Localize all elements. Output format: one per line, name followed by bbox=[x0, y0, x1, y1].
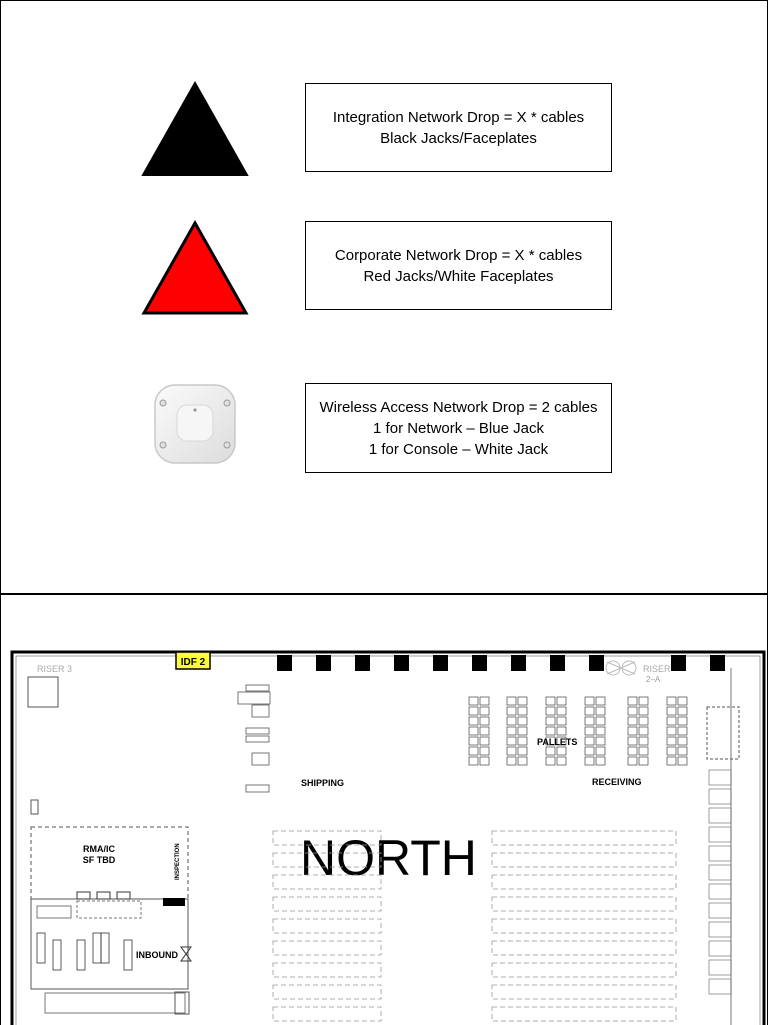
staging-lane bbox=[492, 941, 676, 955]
inbound-station bbox=[77, 940, 85, 970]
equipment-label-box bbox=[709, 865, 731, 880]
pallet-slot bbox=[628, 707, 637, 715]
legend-corporate-line1: Corporate Network Drop = X * cables bbox=[334, 246, 583, 264]
pallet-slot bbox=[557, 727, 566, 735]
pallet-slot bbox=[480, 747, 489, 755]
dock-door bbox=[550, 655, 565, 671]
pallet-slot bbox=[546, 717, 555, 725]
equipment-label-box bbox=[709, 979, 731, 994]
dock-door bbox=[671, 655, 686, 671]
inbound-label: INBOUND bbox=[136, 950, 178, 960]
staging-lane bbox=[492, 897, 676, 911]
equipment-label-box bbox=[709, 884, 731, 899]
pallet-slot bbox=[557, 757, 566, 765]
pallet-slot bbox=[469, 747, 478, 755]
legend-item-corporate bbox=[305, 221, 612, 310]
rma-label-line1: RMA/IC bbox=[83, 844, 115, 854]
pallet-slot bbox=[557, 697, 566, 705]
pallet-racks bbox=[469, 697, 687, 765]
pallet-slot bbox=[639, 697, 648, 705]
dock-door bbox=[316, 655, 331, 671]
pallet-slot bbox=[469, 697, 478, 705]
pallet-slot bbox=[667, 727, 676, 735]
pallet-slot bbox=[469, 717, 478, 725]
staging-lane bbox=[492, 831, 676, 845]
staging-lane bbox=[492, 985, 676, 999]
pallet-slot bbox=[585, 747, 594, 755]
inbound-station bbox=[124, 940, 132, 970]
pallet-slot bbox=[628, 717, 637, 725]
staging-lane bbox=[273, 897, 381, 911]
pallet-slot bbox=[585, 757, 594, 765]
pallet-slot bbox=[469, 737, 478, 745]
pallet-slot bbox=[667, 707, 676, 715]
pallet-slot bbox=[507, 717, 516, 725]
pallet-slot bbox=[507, 737, 516, 745]
pallet-slot bbox=[585, 707, 594, 715]
pallet-slot bbox=[546, 697, 555, 705]
equipment-label-box bbox=[709, 960, 731, 975]
pallet-slot bbox=[628, 697, 637, 705]
north-label: NORTH bbox=[300, 830, 477, 886]
floorplan-panel bbox=[0, 594, 768, 1025]
staging-lane bbox=[273, 1007, 381, 1021]
wireless-access-point-icon bbox=[153, 383, 237, 465]
pallet-slot bbox=[480, 727, 489, 735]
pallet-slot bbox=[667, 757, 676, 765]
pallet-slot bbox=[507, 697, 516, 705]
equipment-label-box bbox=[709, 922, 731, 937]
inspection-label: INSPECTION bbox=[175, 843, 181, 880]
pallet-slot bbox=[546, 727, 555, 735]
pallet-slot bbox=[480, 757, 489, 765]
legend-wireless-line3: 1 for Console – White Jack bbox=[368, 440, 549, 458]
pallet-slot bbox=[518, 717, 527, 725]
pallet-slot bbox=[667, 717, 676, 725]
pallet-slot bbox=[596, 737, 605, 745]
staging-lane bbox=[492, 875, 676, 889]
staging-lane bbox=[492, 1007, 676, 1021]
pallet-slot bbox=[639, 737, 648, 745]
pallet-slot bbox=[585, 727, 594, 735]
pallet-slot bbox=[667, 737, 676, 745]
staging-lane bbox=[492, 853, 676, 867]
equipment-label-box bbox=[709, 808, 731, 823]
pallet-slot bbox=[507, 747, 516, 755]
legend-item-integration bbox=[305, 83, 612, 172]
pallet-slot bbox=[678, 737, 687, 745]
dock-door bbox=[355, 655, 370, 671]
floorplan-drawing bbox=[1, 595, 767, 1025]
rma-label-line2: SF TBD bbox=[82, 855, 116, 865]
legend-wireless-line2: 1 for Network – Blue Jack bbox=[373, 419, 544, 437]
pallet-slot bbox=[678, 707, 687, 715]
equipment-label-box bbox=[709, 770, 731, 785]
dock-door bbox=[472, 655, 487, 671]
receiving-label: RECEIVING bbox=[592, 777, 642, 787]
pallets-label: PALLETS bbox=[537, 737, 578, 747]
pallet-slot bbox=[546, 707, 555, 715]
pallet-slot bbox=[678, 757, 687, 765]
legend-corporate-line2: Red Jacks/White Faceplates bbox=[363, 267, 554, 285]
pallet-slot bbox=[667, 747, 676, 755]
dock-door bbox=[589, 655, 604, 671]
pallet-slot bbox=[596, 717, 605, 725]
pallet-slot bbox=[639, 757, 648, 765]
pallet-slot bbox=[585, 697, 594, 705]
dock-door bbox=[277, 655, 292, 671]
staging-lane bbox=[273, 941, 381, 955]
pallet-slot bbox=[557, 747, 566, 755]
pallet-slot bbox=[639, 727, 648, 735]
legend-wireless-line1: Wireless Access Network Drop = 2 cables bbox=[319, 398, 598, 416]
right-equipment-strip bbox=[709, 770, 731, 994]
staging-lane bbox=[273, 919, 381, 933]
red-triangle-icon bbox=[141, 220, 249, 316]
pallet-slot bbox=[507, 727, 516, 735]
riser-right-sub-label: 2–A bbox=[646, 675, 661, 684]
pallet-slot bbox=[678, 697, 687, 705]
pallet-slot bbox=[678, 747, 687, 755]
pallet-slot bbox=[639, 707, 648, 715]
pallet-slot bbox=[469, 707, 478, 715]
equipment-label-box bbox=[709, 903, 731, 918]
staging-lane bbox=[273, 963, 381, 977]
dock-door bbox=[394, 655, 409, 671]
idf-label: IDF 2 bbox=[180, 657, 206, 668]
pallet-slot bbox=[585, 737, 594, 745]
pallet-slot bbox=[469, 757, 478, 765]
equipment-label-box bbox=[709, 789, 731, 804]
pallet-slot bbox=[480, 717, 489, 725]
shipping-stations bbox=[238, 685, 270, 792]
pallet-slot bbox=[546, 757, 555, 765]
inbound-station bbox=[37, 933, 45, 963]
equipment-label-box bbox=[709, 846, 731, 861]
pallet-slot bbox=[518, 727, 527, 735]
legend-item-wireless bbox=[305, 383, 612, 473]
equipment-label-box bbox=[709, 941, 731, 956]
inbound-area bbox=[31, 899, 188, 989]
inbound-station bbox=[93, 933, 101, 963]
equipment-label-box bbox=[709, 827, 731, 842]
pallet-slot bbox=[518, 757, 527, 765]
staging-lane bbox=[492, 919, 676, 933]
legend-integration-line2: Black Jacks/Faceplates bbox=[380, 129, 537, 147]
pallet-slot bbox=[469, 727, 478, 735]
pallet-slot bbox=[480, 707, 489, 715]
dock-door bbox=[710, 655, 725, 671]
staging-lane bbox=[273, 985, 381, 999]
pallet-slot bbox=[628, 747, 637, 755]
pallet-slot bbox=[596, 747, 605, 755]
riser-right-label: RISER bbox=[643, 664, 671, 674]
inbound-station bbox=[101, 933, 109, 963]
pallet-slot bbox=[628, 737, 637, 745]
legend-integration-line1: Integration Network Drop = X * cables bbox=[332, 108, 585, 126]
pallet-slot bbox=[678, 717, 687, 725]
riser-left-label: RISER 3 bbox=[37, 664, 73, 674]
pallet-slot bbox=[546, 747, 555, 755]
inbound-stations bbox=[37, 933, 132, 970]
dock-door bbox=[433, 655, 448, 671]
pallet-slot bbox=[480, 697, 489, 705]
pallet-slot bbox=[518, 697, 527, 705]
pallet-slot bbox=[639, 717, 648, 725]
pallet-slot bbox=[678, 727, 687, 735]
pallet-slot bbox=[507, 707, 516, 715]
pallet-slot bbox=[628, 727, 637, 735]
staging-lane bbox=[492, 963, 676, 977]
pallet-slot bbox=[639, 747, 648, 755]
pallet-slot bbox=[596, 727, 605, 735]
pallet-slot bbox=[557, 717, 566, 725]
pallet-slot bbox=[596, 697, 605, 705]
dock-door bbox=[511, 655, 526, 671]
pallet-slot bbox=[480, 737, 489, 745]
pallet-slot bbox=[518, 747, 527, 755]
pallet-slot bbox=[628, 757, 637, 765]
inbound-station bbox=[53, 940, 61, 970]
pallet-slot bbox=[557, 707, 566, 715]
black-triangle-icon bbox=[141, 81, 249, 177]
pallet-slot bbox=[667, 697, 676, 705]
pallet-slot bbox=[518, 707, 527, 715]
pallet-slot bbox=[518, 737, 527, 745]
pallet-slot bbox=[507, 757, 516, 765]
pallet-slot bbox=[596, 707, 605, 715]
pallet-slot bbox=[585, 717, 594, 725]
pallet-slot bbox=[596, 757, 605, 765]
shipping-label: SHIPPING bbox=[301, 778, 345, 788]
